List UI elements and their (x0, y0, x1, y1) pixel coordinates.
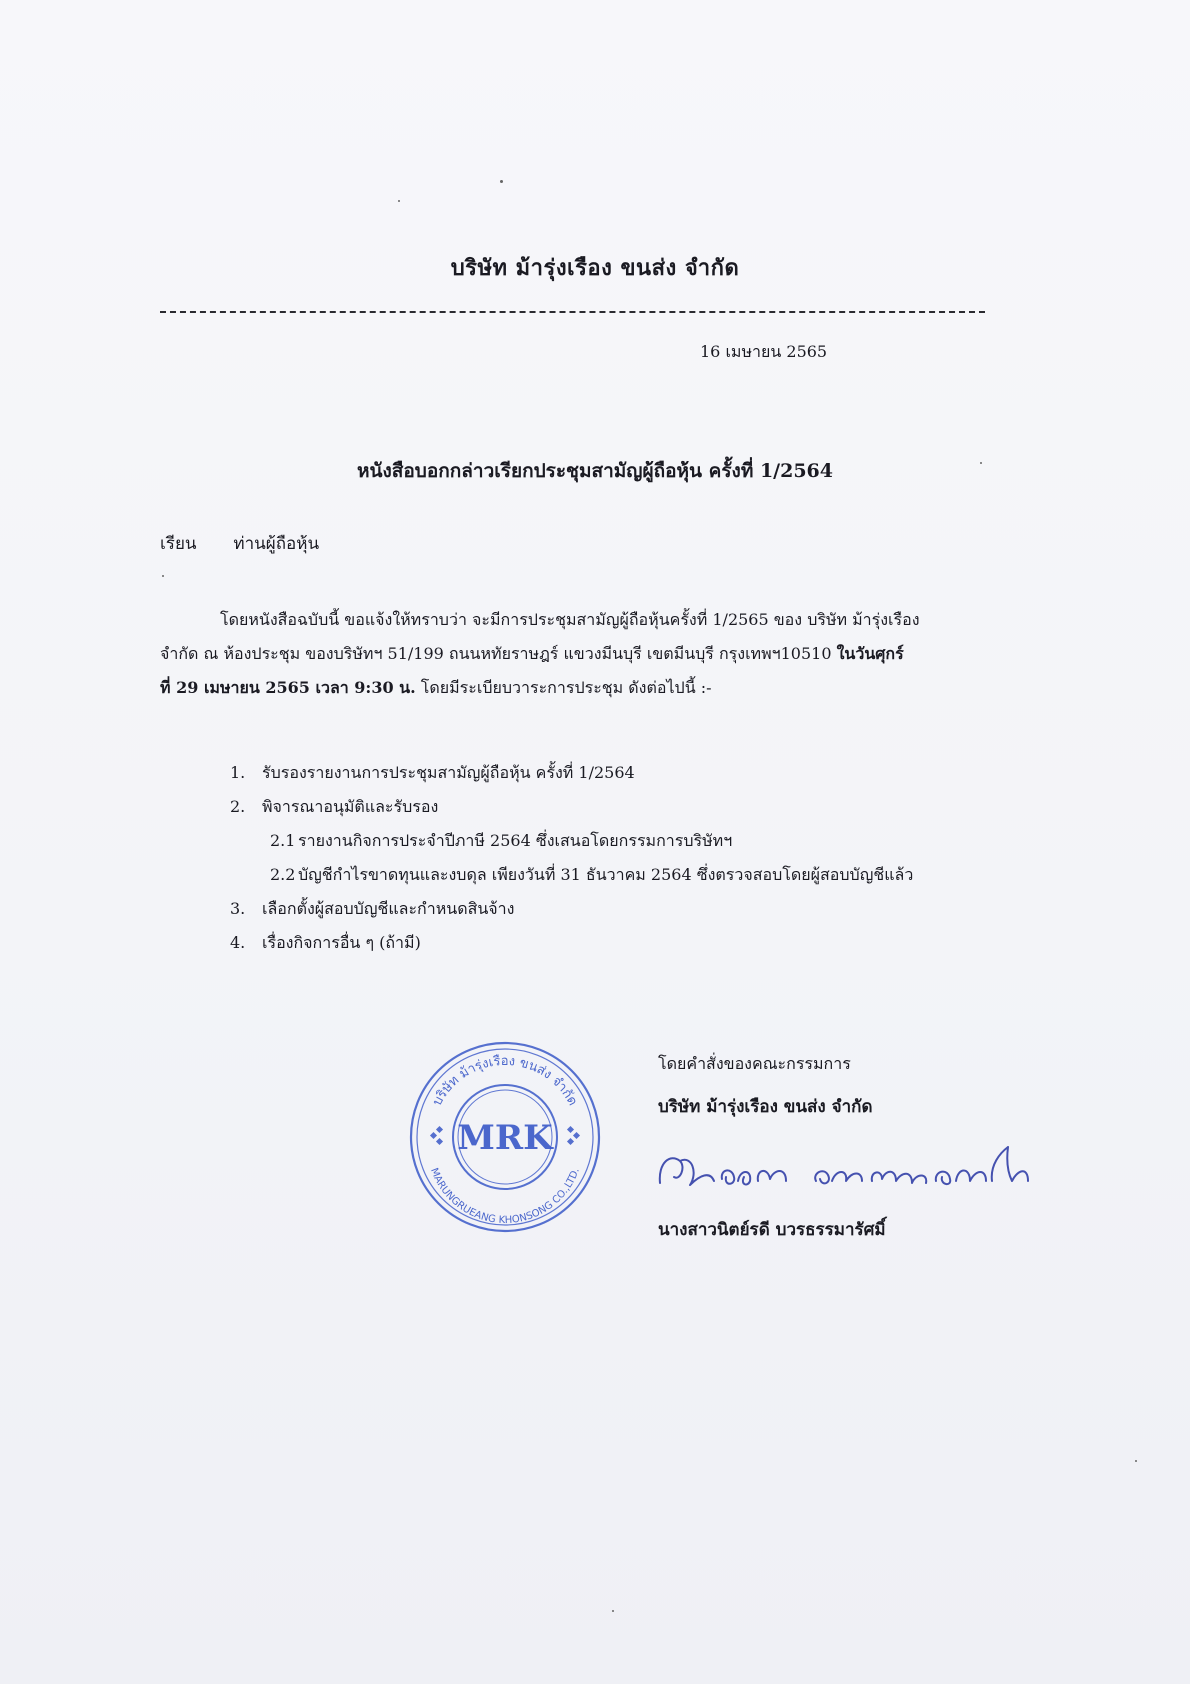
header-divider (160, 311, 985, 313)
body-line-2 (160, 637, 995, 671)
body-line-3 (160, 671, 995, 705)
agenda-item (230, 756, 913, 790)
body-line-1: โดยหนังสือฉบับนี้ ขอแจ้งให้ทราบว่า จะมีการประชุมสามัญผู้ถือหุ้นครั้งที่ 1/2565 ของ บริษัท ม้ารุ่งเรือง (220, 610, 920, 629)
agenda-item-text: เรื่องกิจการอื่น ๆ (ถ้ามี) (262, 933, 421, 952)
agenda-item-number: 1. (230, 763, 246, 782)
signature-order-text: โดยคำสั่งของคณะกรรมการ (658, 1054, 851, 1073)
body-line-3-text: โดยมีระเบียบวาระการประชุม ดังต่อไปนี้ :- (415, 678, 712, 697)
body-line-3-bold: ที่ 29 เมษายน 2565 เวลา 9:30 น. (160, 678, 416, 697)
agenda-item (230, 926, 913, 960)
signature-company: บริษัท ม้ารุ่งเรือง ขนส่ง จำกัด (658, 1097, 873, 1117)
agenda-item-number: 2.2 (270, 865, 296, 884)
scan-speck (500, 180, 503, 183)
scan-speck (398, 200, 400, 202)
stamp-top-text: บริษัท ม้ารุ่งเรือง ขนส่ง จำกัด (429, 1053, 581, 1109)
agenda-item-text: เลือกตั้งผู้สอบบัญชีและกำหนดสินจ้าง (262, 899, 515, 918)
agenda-item-text: รับรองรายงานการประชุมสามัญผู้ถือหุ้น ครั้งที่ 1/2564 (262, 763, 635, 782)
salutation-recipient: ท่านผู้ถือหุ้น (233, 534, 320, 554)
stamp-ornament-left-icon (430, 1126, 443, 1145)
agenda-item-number: 4. (230, 933, 246, 952)
agenda-item-text: พิจารณาอนุมัติและรับรอง (262, 797, 439, 816)
salutation-label: เรียน (160, 534, 197, 554)
company-header: บริษัท ม้ารุ่งเรือง ขนส่ง จำกัด (450, 255, 740, 281)
agenda-item (230, 892, 913, 926)
stamp-center-text: MRK (457, 1118, 553, 1158)
scan-speck (162, 575, 164, 577)
agenda-item-number: 2. (230, 797, 246, 816)
agenda-subitem (230, 824, 913, 858)
letter-date: 16 เมษายน 2565 (700, 342, 828, 361)
body-paragraph (160, 603, 995, 705)
body-line-2-bold: ในวันศุกร์ (836, 644, 904, 663)
agenda-item-number: 3. (230, 899, 246, 918)
document-title: หนังสือบอกกล่าวเรียกประชุมสามัญผู้ถือหุ้น ครั้งที่ 1/2564 (356, 460, 833, 482)
signer-name: นางสาวนิตย์รดี บวรธรรมารัศมิ์ (658, 1220, 886, 1240)
handwritten-signature (640, 1133, 1060, 1203)
scan-speck (612, 1610, 614, 1612)
agenda-item (230, 790, 913, 824)
scan-speck (1135, 1460, 1137, 1462)
stamp-ornament-right-icon (567, 1126, 580, 1145)
scan-speck (980, 462, 982, 464)
agenda-subitem (230, 858, 913, 892)
signature-block (658, 1052, 872, 1120)
agenda-item-number: 2.1 (270, 831, 296, 850)
agenda-list (230, 756, 913, 960)
agenda-item-text: บัญชีกำไรขาดทุนและงบดุล เพียงวันที่ 31 ธันวาคม 2564 ซึ่งตรวจสอบโดยผู้สอบบัญชีแล้ว (298, 865, 914, 884)
body-line-2-text: จำกัด ณ ห้องประชุม ของบริษัทฯ 51/199 ถนนหทัยราษฎร์ แขวงมีนบุรี เขตมีนบุรี กรุงเทพฯ10510 (160, 644, 837, 663)
salutation (160, 530, 319, 557)
stamp-bottom-text: MARUNGRUEANG KHONSONG CO.,LTD. (428, 1166, 582, 1227)
company-stamp (405, 1037, 605, 1237)
agenda-item-text: รายงานกิจการประจำปีภาษี 2564 ซึ่งเสนอโดยกรรมการบริษัทฯ (298, 831, 733, 850)
